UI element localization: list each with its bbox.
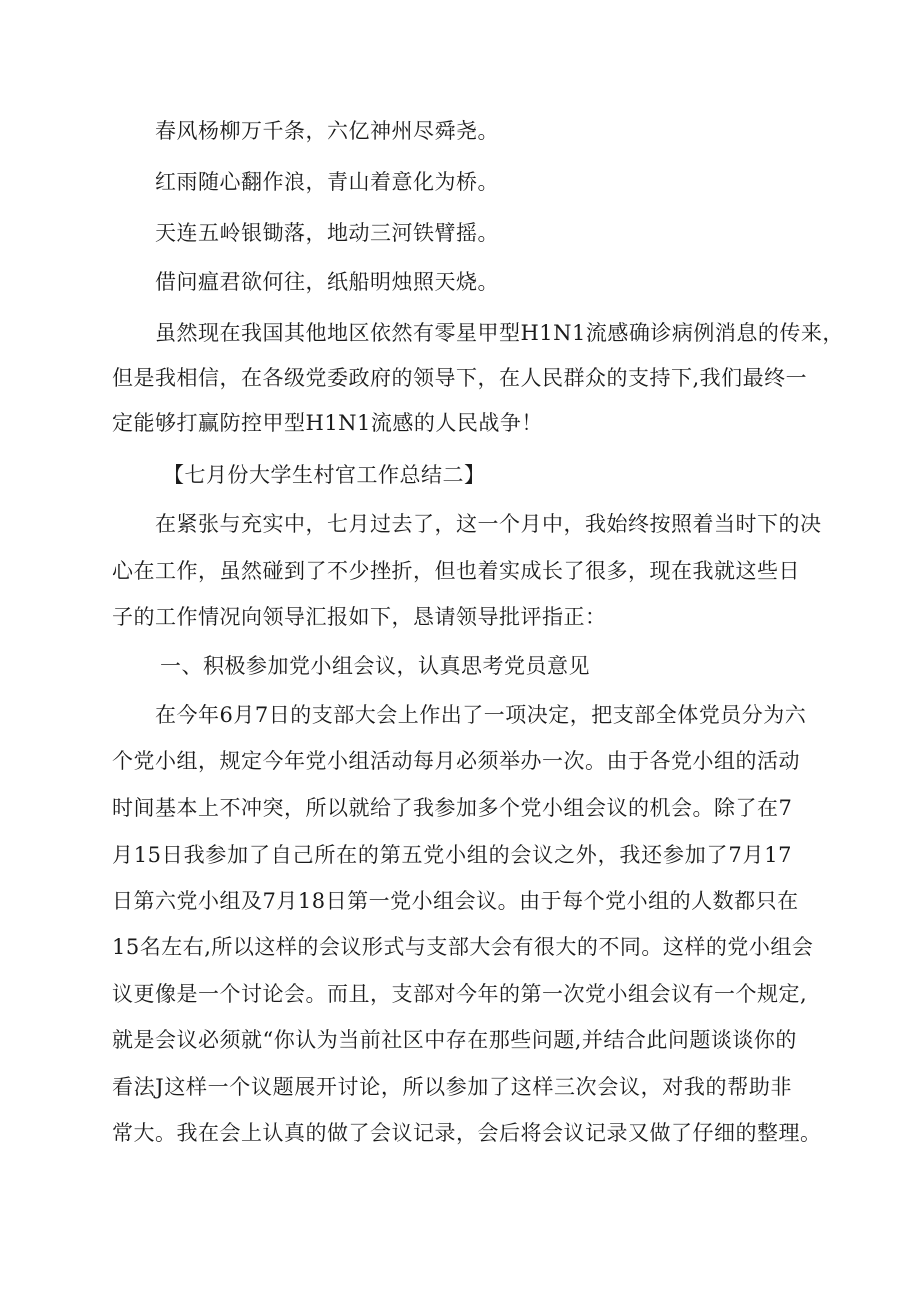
poem-line-3: 天连五岭银锄落，地动三河铁臂摇。 [155, 221, 499, 245]
section-title: 【七月份大学生村官工作总结二】 [163, 463, 486, 487]
para2-line-3: 子的工作情况向领导汇报如下，恳请领导批评指正： [112, 605, 607, 629]
poem-line-2: 红雨随心翻作浪，青山着意化为桥。 [155, 170, 499, 194]
para3-line-10 [0, 1118, 920, 1148]
para3-text-2: 个党小组，规定今年党小组活动每月必须举办一次。由于各党小组的活动 [112, 749, 800, 773]
para1-line-1 [0, 318, 920, 348]
para3-line-9 [0, 1072, 920, 1102]
para1-line-2 [0, 363, 920, 393]
para3-text-6: 15名左右,所以这样的会议形式与支部大会有很大的不同。这样的党小组会 [112, 935, 814, 959]
poem-line-4: 借问瘟君欲何往，纸船明烛照天烧。 [155, 270, 499, 294]
para3-line-7 [0, 979, 920, 1009]
para2-text-2: 心在工作，虽然碰到了不少挫折，但也着实成长了很多，现在我就这些日 [112, 559, 800, 583]
para3-text-4: 月15日我参加了自己所在的第五党小组的会议之外，我还参加了7月17 [112, 843, 792, 867]
para1-text-2: 但是我相信，在各级党委政府的领导下，在人民群众的支持下,我们最终一 [112, 366, 808, 390]
para3-text-9: 看法J这样一个议题展开讨论，所以参加了这样三次会议，对我的帮助非 [112, 1075, 792, 1099]
para3-text-8: 就是会议必须就“你认为当前社区中存在那些问题,并结合此问题谈谈你的 [112, 1028, 797, 1052]
para2-line-1 [0, 509, 920, 539]
para3-line-1 [0, 700, 920, 730]
para3-line-5 [0, 886, 920, 916]
para3-line-4 [0, 840, 920, 870]
poem-line-1: 春风杨柳万千条，六亿神州尽舜尧。 [155, 119, 499, 143]
para1-text-1: 虽然现在我国其他地区依然有零星甲型H1N1流感确诊病例消息的传来， [155, 321, 844, 345]
para3-text-1: 在今年6月7日的支部大会上作出了一项决定，把支部全体党员分为六 [155, 703, 807, 727]
para3-text-3: 时间基本上不冲突，所以就给了我参加多个党小组会议的机会。除了在7 [112, 796, 793, 820]
para3-line-3 [0, 793, 920, 823]
para2-line-2 [0, 556, 920, 586]
para1-line-3: 定能够打赢防控甲型H1N1流感的人民战争！ [112, 411, 543, 435]
para3-line-6 [0, 932, 920, 962]
para2-text-1: 在紧张与充实中，七月过去了，这一个月中，我始终按照着当时下的决 [155, 512, 822, 536]
para3-text-7: 议更像是一个讨论会。而且，支部对今年的第一次党小组会议有一个规定, [112, 982, 808, 1006]
para3-text-10: 常大。我在会上认真的做了会议记录，会后将会议记录又做了仔细的整理。 [112, 1121, 822, 1145]
para3-line-2 [0, 746, 920, 776]
para3-text-5: 日第六党小组及7月18日第一党小组会议。由于每个党小组的人数都只在 [112, 889, 799, 913]
section-heading-1: 一、积极参加党小组会议，认真思考党员意见 [160, 654, 590, 678]
para3-line-8 [0, 1025, 920, 1055]
